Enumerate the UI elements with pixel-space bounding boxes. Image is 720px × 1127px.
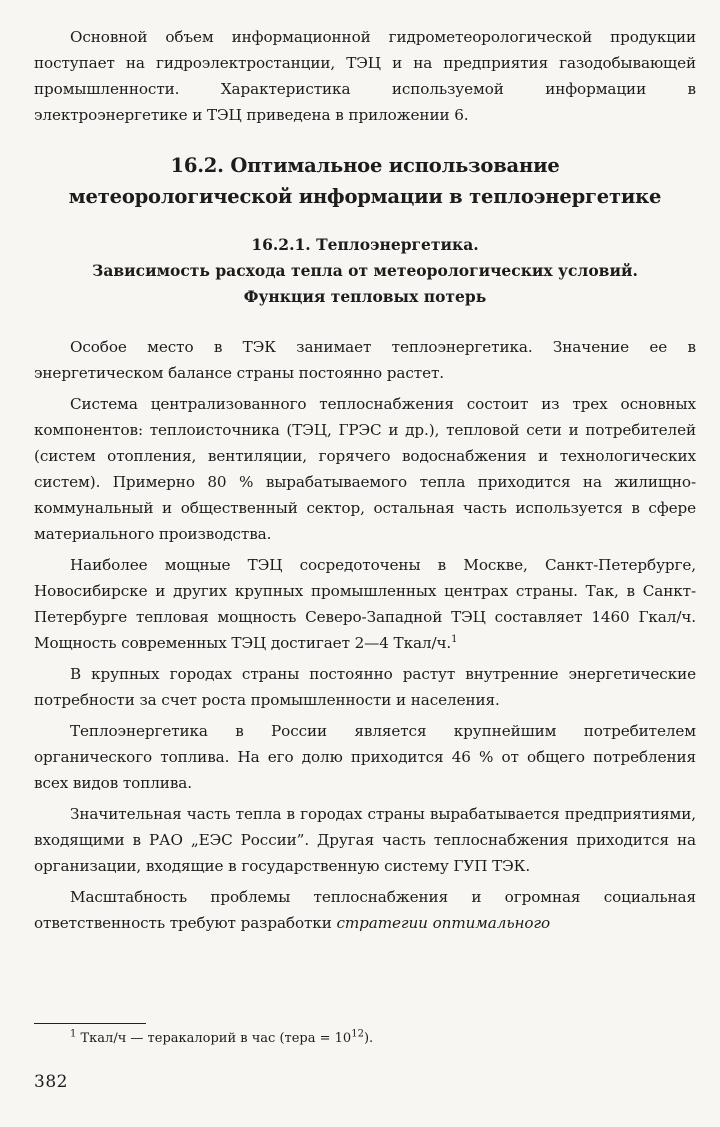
section-title-line1: 16.2. Оптимальное использование [170,154,560,177]
footnote-rule [34,1023,146,1024]
paragraph-1: Особое место в ТЭК занимает теплоэнергетика. Значение ее в энергетическом балансе страны постоянно растет. [34,338,696,382]
section-title-line2: метеорологической информации в теплоэнергетике [68,185,662,208]
paragraph-6: Значительная часть тепла в городах страны вырабатывается предприятиями, входящими в РАО „ЕЭС России”. Другая часть теплоснабжения приходится на организации, входящие в государственную систему ГУП ТЭК. [34,805,696,875]
footnote-exponent: 12 [351,1028,364,1040]
subsection-subtitle-line3: Функция тепловых потерь [243,287,487,306]
paragraph-3-text: Наиболее мощные ТЭЦ сосредоточены в Москве, Санкт-Петербурге, Новосибирске и других крупных промышленных центрах страны. Так, в Санкт-Петербурге тепловая мощность Северо-Западной ТЭЦ составляет 1460 Гкал/ч. Мощность современных ТЭЦ достигает 2—4 Ткал/ч. [34,556,696,652]
footnote-mark: 1 [70,1028,77,1040]
intro-paragraph: Основной объем информационной гидрометеорологической продукции поступает на гидроэлектростанции, ТЭЦ и на предприятия газодобывающей промышленности. Характеристика используемой информации в электроэнергетике и ТЭЦ приведена в приложении 6. [34,28,696,124]
footnote-ref: 1 [451,633,458,645]
footnote-text-after: ). [363,1031,374,1046]
page-number: 382 [34,1072,68,1092]
footnote [70,1030,373,1048]
paragraph-2: Система централизованного теплоснабжения состоит из трех основных компонентов: теплоисточника (ТЭЦ, ГРЭС и др.), тепловой сети и потребителей (систем отопления, вентиляции, горячего водоснабжения и технологических систем). Примерно 80 % вырабатываемого тепла приходится на жилищно-коммунальный и общественный сектор, остальная часть используется в сфере материального производства. [34,395,696,543]
subsection-title-line1: 16.2.1. Теплоэнергетика. [251,235,479,254]
paragraph-7-italic: стратегии оптимального [336,914,551,932]
footnote-text-before: Ткал/ч — теракалорий в час (тера = 10 [80,1031,352,1046]
subsection-title [34,232,696,258]
page-content [34,24,696,936]
paragraph-5: Теплоэнергетика в России является крупнейшим потребителем органического топлива. На его долю приходится 46 % от общего потребления всех видов топлива. [34,722,696,792]
paragraph-3 [34,552,696,656]
section-title [34,150,696,212]
paragraph-7 [34,884,696,936]
paragraph-7-text: Масштабность проблемы теплоснабжения и огромная социальная ответственность требуют разработки [34,888,696,932]
paragraph-4: В крупных городах страны постоянно растут внутренние энергетические потребности за счет роста промышленности и населения. [34,665,696,709]
subsection-subtitle-line2: Зависимость расхода тепла от метеорологических условий. [92,261,638,280]
